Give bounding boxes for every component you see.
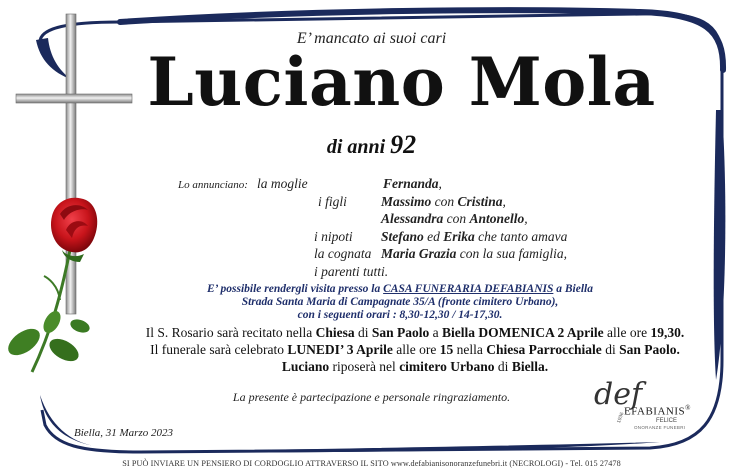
rites-text: alle ore xyxy=(603,325,651,340)
age-line xyxy=(0,130,743,160)
logo-sub-onoranze: ONORANZE FUNEBRI xyxy=(634,425,686,430)
mourner-name: Massimo xyxy=(381,193,432,209)
mourner-name: Fernanda xyxy=(383,176,439,191)
mourner-connector: , xyxy=(438,176,442,191)
place-date: Biella, 31 Marzo 2023 xyxy=(74,427,173,439)
rites-emphasis: LUNEDI’ 3 Aprile xyxy=(287,342,393,357)
logo-year: 1936 xyxy=(616,411,626,425)
logo-sub-felice: FELICE xyxy=(656,418,678,424)
funeral-line xyxy=(90,341,740,358)
visit-line-1-post: a Biella xyxy=(553,283,593,295)
mourner-names xyxy=(381,245,567,262)
visit-line-1-pre: E’ possibile rendergli visita presso la xyxy=(207,283,384,295)
visit-line-1 xyxy=(120,283,680,296)
rites-block xyxy=(90,324,740,375)
footer-contact: SI PUÒ INVIARE UN PENSIERO DI CORDOGLIO ATTRAVERSO IL SITO www.defabianisonoranzefunebri.it (NECROLOGI) - Tel. 015 27478 xyxy=(122,459,621,468)
rites-text: alle ore xyxy=(392,342,440,357)
mourner-connector: , xyxy=(502,193,506,209)
mourner-connector: con xyxy=(431,193,458,209)
mourner-relation: i nipoti xyxy=(314,228,353,244)
rites-emphasis: Chiesa xyxy=(315,325,355,340)
visit-location-link: CASA FUNERARIA DEFABIANIS xyxy=(383,283,554,295)
deceased-name: Luciano Mola xyxy=(147,43,656,121)
mourner-relation: la moglie xyxy=(257,176,308,191)
rites-emphasis: 15 xyxy=(439,342,454,357)
mourner-connector: con xyxy=(443,211,470,226)
mourner-names xyxy=(381,210,528,227)
mourner-connector: che tanto amava xyxy=(474,228,568,244)
visit-info xyxy=(120,283,680,322)
mourners-label: Lo annunciano: xyxy=(178,179,248,191)
rites-emphasis: Biella DOMENICA 2 Aprile xyxy=(442,325,604,340)
visit-line-3: con i seguenti orari : 8,30-12,30 / 14-17,30. xyxy=(297,309,503,321)
burial-line xyxy=(90,358,740,375)
logo-brand-text: EFABIANIS xyxy=(624,405,686,418)
logo-brand xyxy=(624,404,691,418)
rites-text: riposerà nel xyxy=(329,359,400,374)
rites-emphasis: Biella. xyxy=(511,359,549,374)
rites-text: Il funerale sarà celebrato xyxy=(150,342,288,357)
mourner-names xyxy=(383,175,442,192)
age-value: 92 xyxy=(390,130,417,159)
red-rose-icon xyxy=(4,198,98,372)
mourner-name: Stefano xyxy=(381,228,424,244)
rosary-line xyxy=(90,324,740,341)
thanks-text: La presente è partecipazione e personale ringraziamento. xyxy=(232,390,511,404)
mourner-names xyxy=(381,228,567,245)
age-prefix: di anni xyxy=(326,136,386,158)
mourner-relation: la cognata xyxy=(314,246,372,261)
rites-emphasis: Luciano xyxy=(281,359,330,374)
mourner-name: Maria Grazia xyxy=(381,246,457,261)
rites-emphasis: Chiesa Parrocchiale xyxy=(486,342,602,357)
logo-script: def xyxy=(594,377,643,412)
mourner-names xyxy=(381,193,506,210)
rites-text: Il S. Rosario sarà recitato nella xyxy=(145,325,316,340)
defabianis-logo xyxy=(594,378,690,430)
mourner-connector: con la sua famiglia, xyxy=(456,246,568,261)
rites-text: di xyxy=(354,325,372,340)
visit-line-2: Strada Santa Maria di Campagnate 35/A (fronte cimitero Urbano), xyxy=(241,296,559,308)
rites-emphasis: 19,30. xyxy=(650,325,685,340)
rites-emphasis: San Paolo xyxy=(371,325,430,340)
mourner-relation: i figli xyxy=(318,193,347,209)
intro-text: E’ mancato ai suoi cari xyxy=(296,30,447,47)
rites-text: di xyxy=(601,342,620,357)
rites-emphasis: cimitero Urbano xyxy=(399,359,495,374)
mourner-name: Cristina xyxy=(457,193,503,209)
rites-text: nella xyxy=(453,342,487,357)
mourner-name: Alessandra xyxy=(381,211,444,226)
mourner-connector: ed xyxy=(423,228,444,244)
mourner-name: Erika xyxy=(443,228,475,244)
mourner-name: Antonello xyxy=(469,211,525,226)
rites-text: a xyxy=(429,325,442,340)
mourner-connector: , xyxy=(524,211,528,226)
mourner-relation: i parenti tutti. xyxy=(314,263,389,279)
logo-registered: ® xyxy=(685,404,691,412)
rites-text: di xyxy=(494,359,512,374)
rites-emphasis: San Paolo. xyxy=(619,342,680,357)
